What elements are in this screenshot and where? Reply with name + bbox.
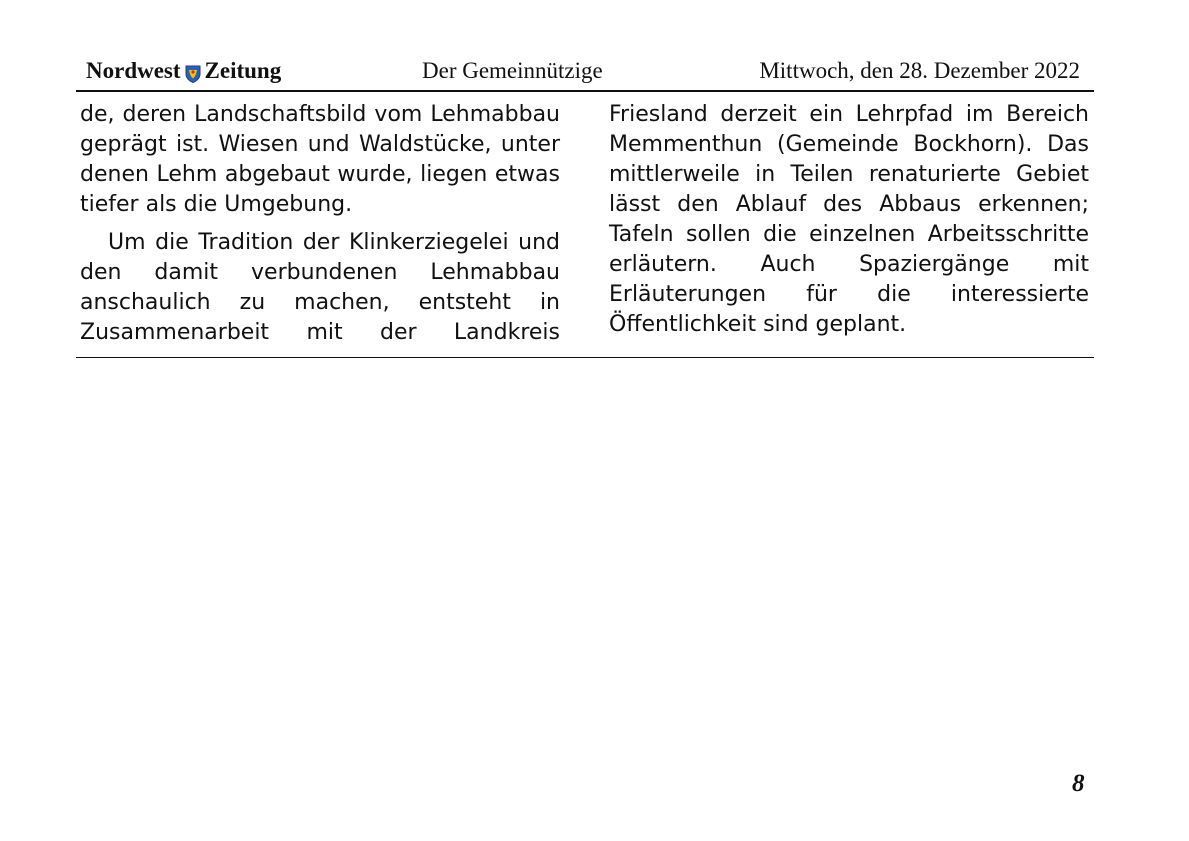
publication-title: Der Gemeinnützige — [422, 58, 603, 83]
left-column — [80, 100, 560, 348]
right-paragraph-1: Friesland derzeit ein Lehrpfad im Bereich Memmenthun (Gemeinde Bockhorn). Das mittlerweile in Teilen renaturierte Gebiet lässt den Ablauf des Abbaus erkennen; Tafeln sollen die einzelnen Arbeitsschritte erläutern. Auch Spaziergänge mit Erläuterungen für die interessierte Öffentlichkeit sind geplant. — [609, 102, 1089, 337]
right-column — [609, 100, 1089, 340]
left-paragraph-2: Um die Tradition der Klinkerziegelei und den damit verbundenen Lehmabbau anschaulich zu machen, entsteht in Zusammenarbeit mit der Landkreis — [80, 230, 560, 345]
left-paragraph-1: de, deren Landschaftsbild vom Lehmabbau geprägt ist. Wiesen und Waldstücke, unter denen Lehm abgebaut wurde, liegen etwas tiefer als die Umgebung. — [80, 102, 560, 217]
page-number: 8 — [1072, 770, 1085, 797]
brand-name-second: Zeitung — [204, 58, 282, 83]
newspaper-brand — [86, 58, 281, 84]
coat-of-arms-icon — [185, 63, 201, 81]
content-end-rule — [76, 357, 1094, 358]
issue-date: Mittwoch, den 28. Dezember 2022 — [759, 58, 1080, 83]
brand-name-first: Nordwest — [86, 58, 181, 83]
page-header — [76, 56, 1094, 92]
